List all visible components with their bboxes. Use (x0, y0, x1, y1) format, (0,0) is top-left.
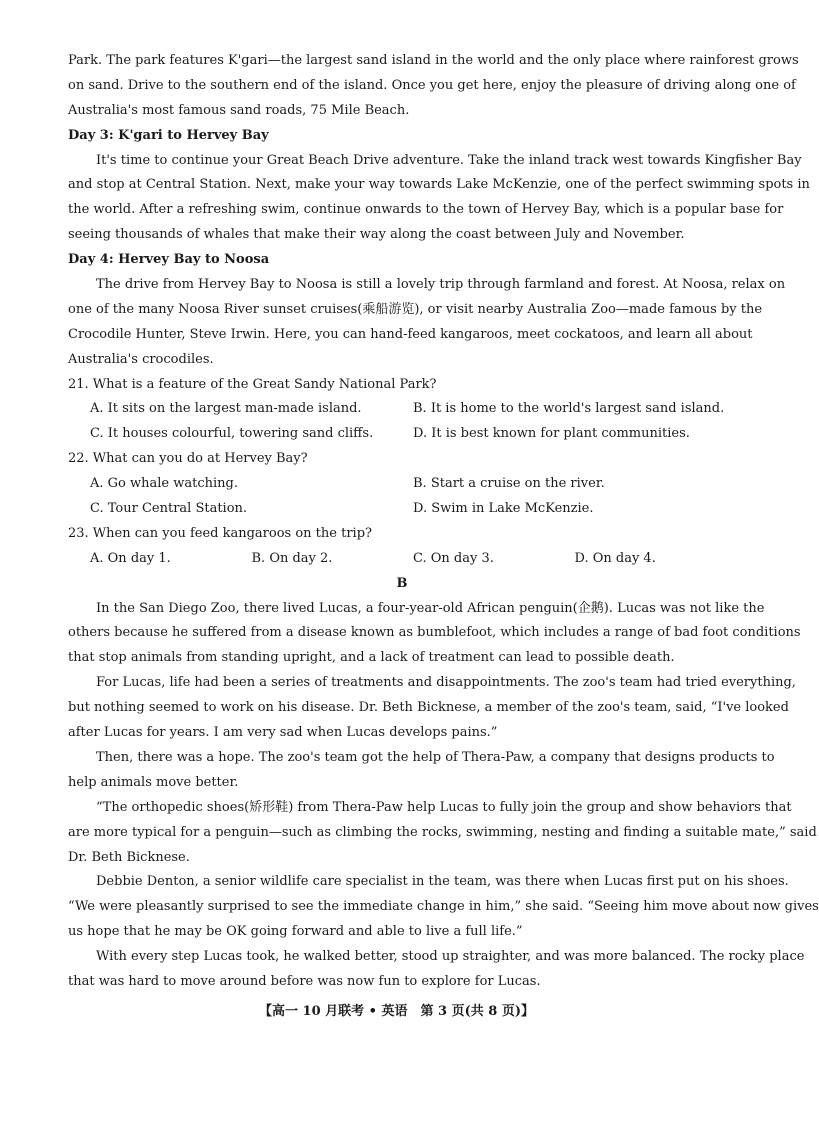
text-line: For Lucas, life had been a series of treatments and disappointments. The zoo's team had tried everything, (96, 675, 796, 691)
text-line: that stop animals from standing upright, and a lack of treatment can lead to possible death. (68, 650, 675, 666)
option-d: D. On day 4. (574, 550, 656, 566)
question-23 (68, 522, 736, 572)
section-b-label: B (396, 575, 408, 591)
text-line: Crocodile Hunter, Steve Irwin. Here, you can hand-feed kangaroos, meet cockatoos, and learn all about (68, 326, 753, 342)
option-row (68, 472, 736, 497)
text-line: In the San Diego Zoo, there lived Lucas, a four-year-old African penguin(企鹅). Lucas was not like the (96, 600, 765, 616)
day4-heading: Day 4: Hervey Bay to Noosa (68, 252, 270, 268)
text-line: The drive from Hervey Bay to Noosa is still a lovely trip through farmland and forest. At Noosa, relax on (96, 277, 786, 293)
option-b: B. It is home to the world's largest sand island. (413, 401, 725, 417)
option-c: C. On day 3. (413, 550, 494, 566)
option-b: B. On day 2. (251, 550, 333, 566)
text-line: Dr. Beth Bicknese. (68, 849, 190, 865)
option-a: A. Go whale watching. (90, 476, 238, 492)
day4-paragraph (68, 273, 786, 373)
text-line: “The orthopedic shoes(矫形鞋) from Thera-Paw help Lucas to fully join the group and show behaviors that (96, 799, 792, 815)
text-line: are more typical for a penguin—such as climbing the rocks, swimming, nesting and finding a suitable mate,” said (68, 824, 817, 840)
text-line: “We were pleasantly surprised to see the immediate change in him,” she said. “Seeing him move about now gives (68, 899, 819, 915)
passage-b-paragraph-6 (68, 945, 805, 995)
option-c: C. Tour Central Station. (90, 501, 248, 517)
text-line: us hope that he may be OK going forward and able to live a full life.” (68, 924, 523, 940)
option-row (68, 547, 736, 572)
text-line: that was hard to move around before was now fun to explore for Lucas. (68, 973, 541, 989)
option-d: D. It is best known for plant communities. (413, 426, 690, 442)
text-line: Australia's crocodiles. (68, 351, 214, 367)
text-line: It's time to continue your Great Beach Drive adventure. Take the inland track west towards Kingfisher Bay (96, 152, 802, 168)
day3-paragraph (68, 149, 810, 249)
text-line: but nothing seemed to work on his disease. Dr. Beth Bicknese, a member of the zoo's team, said, “I've looked (68, 700, 789, 716)
option-b: B. Start a cruise on the river. (413, 476, 605, 492)
question-22 (68, 447, 736, 522)
passage-b-paragraph-3 (68, 746, 775, 796)
text-line: seeing thousands of whales that make their way along the coast between July and November. (68, 227, 685, 243)
text-line: and stop at Central Station. Next, make your way towards Lake McKenzie, one of the perfect swimming spots in (68, 177, 810, 193)
text-line: Debbie Denton, a senior wildlife care specialist in the team, was there when Lucas first put on his shoes. (96, 874, 789, 890)
option-row (68, 497, 736, 522)
option-row (68, 422, 736, 447)
question-stem: 21. What is a feature of the Great Sandy National Park? (68, 376, 437, 392)
question-stem: 23. When can you feed kangaroos on the trip? (68, 525, 372, 541)
text-line: on sand. Drive to the southern end of the island. Once you get here, enjoy the pleasure of driving along one of (68, 77, 796, 93)
question-stem: 22. What can you do at Hervey Bay? (68, 451, 308, 467)
passage-b-paragraph-5 (68, 870, 819, 945)
text-line: Australia's most famous sand roads, 75 Mile Beach. (68, 102, 410, 118)
text-line: after Lucas for years. I am very sad when Lucas develops pains.” (68, 725, 498, 741)
text-line: others because he suffered from a disease known as bumblefoot, which includes a range of bad foot conditions (68, 625, 801, 641)
exam-page (68, 49, 819, 995)
option-a: A. It sits on the largest man-made island. (90, 401, 362, 417)
option-d: D. Swim in Lake McKenzie. (413, 501, 594, 517)
passage-b-paragraph-1 (68, 597, 801, 672)
passage-a-intro (68, 49, 799, 124)
option-c: C. It houses colourful, towering sand cliffs. (90, 426, 374, 442)
question-21 (68, 373, 736, 448)
page-footer: 【高一 10 月联考 • 英语 第 3 页(共 8 页)】 (259, 1004, 534, 1019)
text-line: one of the many Noosa River sunset cruises(乘船游览), or visit nearby Australia Zoo—made famous by the (68, 301, 763, 317)
text-line: the world. After a refreshing swim, continue onwards to the town of Hervey Bay, which is a popular base for (68, 202, 784, 218)
passage-b-paragraph-4 (68, 796, 817, 871)
option-row (68, 397, 736, 422)
text-line: With every step Lucas took, he walked better, stood up straighter, and was more balanced. The rocky place (96, 949, 805, 965)
text-line: Then, there was a hope. The zoo's team got the help of Thera-Paw, a company that designs products to (96, 749, 775, 765)
text-line: Park. The park features K'gari—the largest sand island in the world and the only place where rainforest grows (68, 53, 799, 68)
day3-heading: Day 3: K'gari to Hervey Bay (68, 127, 269, 143)
option-a: A. On day 1. (90, 550, 171, 566)
passage-b-paragraph-2 (68, 671, 796, 746)
text-line: help animals move better. (68, 774, 239, 790)
